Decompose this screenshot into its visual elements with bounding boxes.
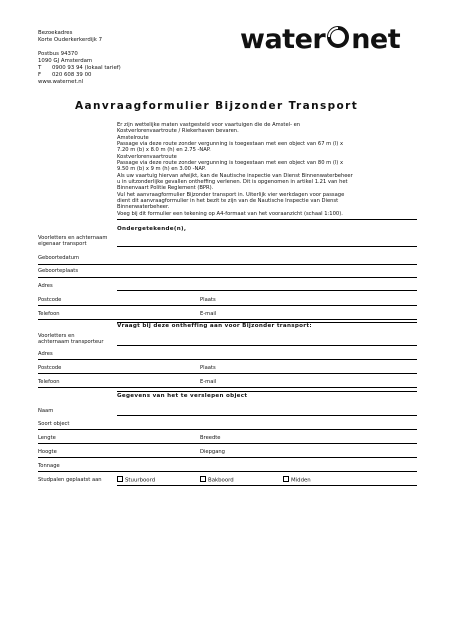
intro-line: Kostverlorenvaartroute / Riekerhaven bevaren. xyxy=(117,128,239,135)
label-line: achternaam transporteur xyxy=(38,339,104,346)
field-posts[interactable] xyxy=(117,485,417,486)
field-object-type[interactable] xyxy=(38,429,417,430)
label-posts: Studpalen geplaatst aan xyxy=(38,477,102,483)
field-phone-carrier[interactable] xyxy=(38,387,417,388)
checkbox-starboard[interactable] xyxy=(117,476,155,484)
label-name-owner xyxy=(38,235,107,247)
checkbox-label: Bakboord xyxy=(208,477,234,484)
intro-line: Vul het aanvraagformulier Bijzonder transport in. Uiterlijk vier werkdagen voor passage xyxy=(117,191,345,198)
label-tonnage: Tonnage xyxy=(38,463,60,469)
label-place: Plaats xyxy=(200,297,216,303)
label-width: Breedte xyxy=(200,435,221,441)
intro-line: 9.50 m (b) x 9 m (h) en 3.00 -NAP. xyxy=(117,166,206,173)
label-place-carrier: Plaats xyxy=(200,365,216,371)
field-postcode-carrier[interactable] xyxy=(38,373,417,374)
intro-line: u in uitzonderlijke gevallen ontheffing verlenen. Dit is opgenomen in artikel 1.21 van het xyxy=(117,179,348,186)
section-heading-signed: Ondergetekende(n), xyxy=(117,226,187,232)
label-postcode-carrier: Postcode xyxy=(38,365,62,371)
label-email-carrier: E-mail xyxy=(200,379,217,385)
fax-label: F xyxy=(38,72,42,78)
logo-text-left: water xyxy=(240,24,326,55)
checkbox-middle[interactable] xyxy=(283,476,311,484)
label-birth-place: Geboorteplaats xyxy=(38,268,79,274)
logo-ring-icon xyxy=(326,25,350,56)
address-line: Bezoekadres xyxy=(38,30,73,36)
checkbox-icon[interactable] xyxy=(283,476,289,482)
label-line: Voorletters en xyxy=(38,333,75,339)
intro-line: Als uw vaartuig hiervan afwijkt, kan de Nautische inspectie van Dienst Binnenwaterbeheer xyxy=(117,172,353,179)
label-line: eigenaar transport xyxy=(38,241,87,248)
field-name-owner[interactable] xyxy=(117,246,417,247)
label-phone-carrier: Telefoon xyxy=(38,379,60,385)
label-email: E-mail xyxy=(200,311,217,317)
address-line: Postbus 94370 xyxy=(38,51,78,57)
section-heading-exemption: Vraagt bij deze ontheffing aan voor Bijzonder transport: xyxy=(117,323,312,329)
checkbox-label: Stuurboord xyxy=(125,477,156,484)
form-title: Aanvraagformulier Bijzonder Transport xyxy=(75,100,359,112)
label-postcode: Postcode xyxy=(38,297,62,303)
field-postcode[interactable] xyxy=(38,305,417,306)
intro-line: Passage via deze route zonder vergunning is toegestaan met een object van 67 m (l) x xyxy=(117,141,344,148)
intro-line: Er zijn wettelijke maten vastgesteld voor vaartuigen die de Amstel- en xyxy=(117,122,301,128)
field-birth-place[interactable] xyxy=(38,277,417,278)
label-length: Lengte xyxy=(38,435,56,441)
address-line: 1090 GJ Amsterdam xyxy=(38,58,93,64)
website-link[interactable]: www.waternet.nl xyxy=(38,79,84,85)
field-address-carrier[interactable] xyxy=(38,359,417,360)
intro-line: dient dit aanvraagformulier in het bezit te zijn van de Nautische Inspectie van Dienst xyxy=(117,198,339,205)
intro-text xyxy=(117,122,417,217)
fax-number: 020 608 39 00 xyxy=(52,72,92,78)
intro-line: Voeg bij dit formulier een tekening op A4-formaat van het vooraanzicht (schaal 1:100). xyxy=(117,210,343,217)
address-line: Korte Ouderkerkerdijk 7 xyxy=(38,37,103,43)
field-phone[interactable] xyxy=(38,319,417,320)
phone-number: 0900 93 94 (lokaal tarief) xyxy=(52,65,121,71)
field-name[interactable] xyxy=(117,415,417,416)
intro-line: 7.20 m (b) x 8.0 m (h) en 2.75 -NAP. xyxy=(117,147,211,154)
checkbox-label: Midden xyxy=(291,477,311,484)
label-name: Naam xyxy=(38,408,54,414)
label-draught: Diepgang xyxy=(200,449,225,455)
field-address[interactable] xyxy=(117,290,417,291)
checkbox-icon[interactable] xyxy=(117,476,123,482)
intro-line: Binnenvaart Politie Reglement (BPR). xyxy=(117,185,214,192)
waternet-logo xyxy=(240,24,400,56)
label-address: Adres xyxy=(38,283,53,289)
label-birth-date: Geboortedatum xyxy=(38,255,80,261)
checkbox-icon[interactable] xyxy=(200,476,206,482)
field-tonnage[interactable] xyxy=(38,471,417,472)
field-birth-date[interactable] xyxy=(38,264,417,265)
label-name-carrier xyxy=(38,333,104,345)
logo-text-right: net xyxy=(351,24,401,55)
label-line: Voorletters en achternaam xyxy=(38,235,108,241)
intro-line: Kostverlorenvaartroute xyxy=(117,153,177,160)
checkbox-port[interactable] xyxy=(200,476,234,484)
label-phone: Telefoon xyxy=(38,311,60,317)
phone-label: T xyxy=(38,65,42,71)
field-name-carrier[interactable] xyxy=(117,345,417,346)
field-height[interactable] xyxy=(38,457,417,458)
intro-line: Binnenwaterbeheer. xyxy=(117,204,170,211)
label-address-carrier: Adres xyxy=(38,351,53,357)
intro-line: Passage via deze route zonder vergunning is toegestaan met een object van 80 m (l) x xyxy=(117,160,344,167)
label-height: Hoogte xyxy=(38,449,57,455)
intro-line: Amstelroute xyxy=(117,134,149,141)
address-block xyxy=(38,30,121,86)
section-rule xyxy=(117,219,417,220)
label-object-type: Soort object xyxy=(38,421,70,427)
section-rule xyxy=(117,391,417,392)
section-heading-object: Gegevens van het te verslepen object xyxy=(117,393,248,399)
field-length[interactable] xyxy=(38,443,417,444)
